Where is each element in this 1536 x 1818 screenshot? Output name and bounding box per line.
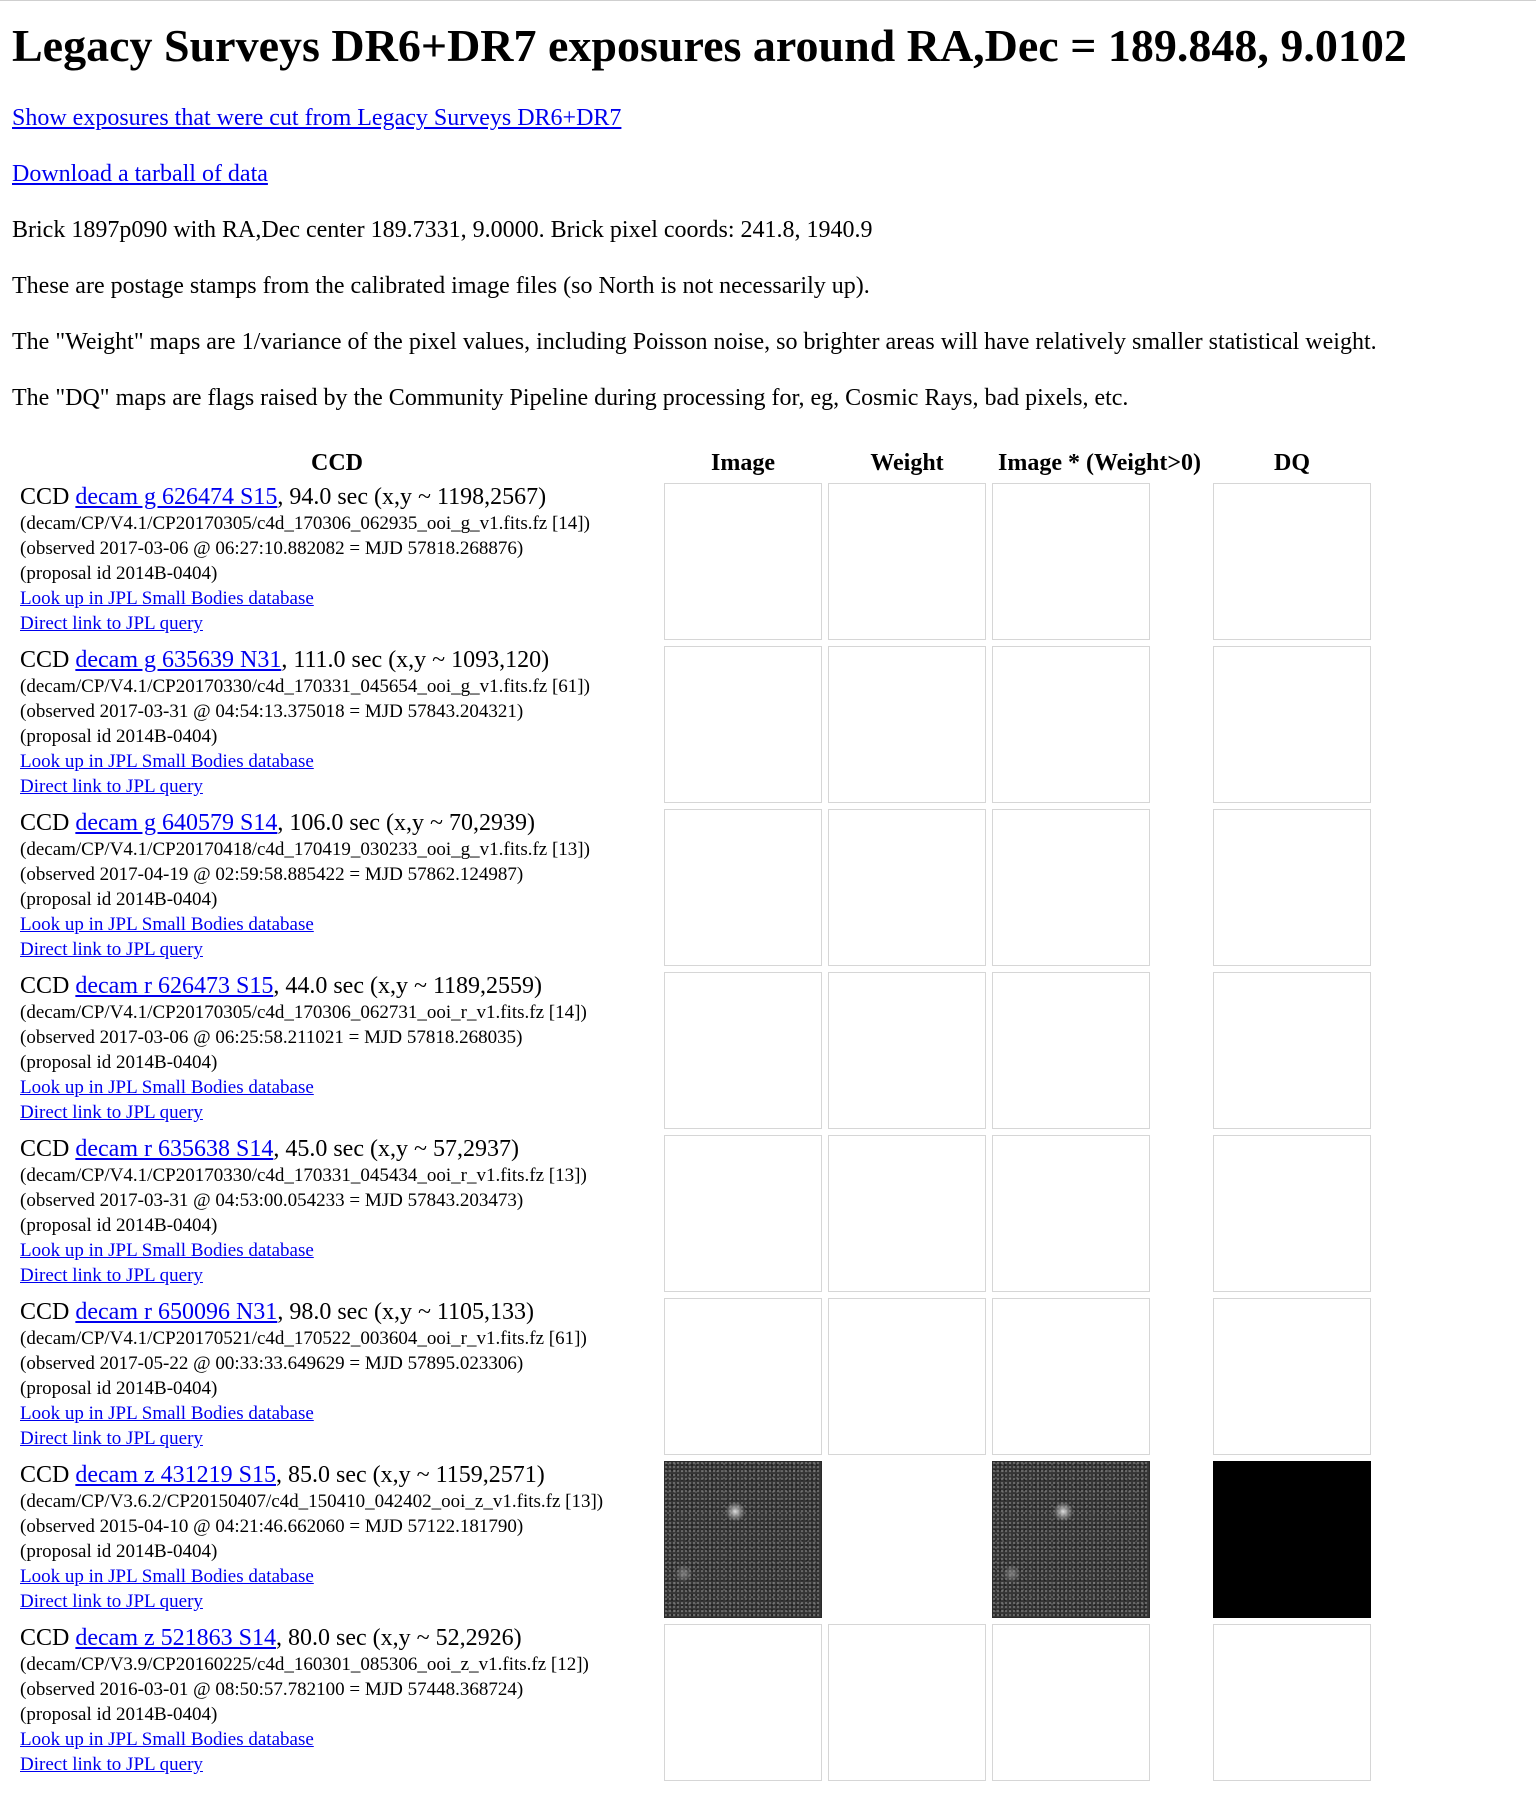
- jpl-lookup-link[interactable]: Look up in JPL Small Bodies database: [20, 914, 314, 935]
- weight-stamp-cell: [828, 1461, 986, 1618]
- table-row: [16, 1624, 1371, 1781]
- table-row: [16, 1298, 1371, 1455]
- weight-stamp: [828, 1461, 986, 1618]
- weight-stamp-cell: [828, 646, 986, 803]
- weight-stamp[interactable]: [828, 646, 986, 803]
- image-weight-stamp[interactable]: [992, 646, 1150, 803]
- jpl-direct-row: [20, 1426, 650, 1451]
- jpl-direct-link[interactable]: Direct link to JPL query: [20, 1102, 203, 1123]
- image-stamp[interactable]: [664, 1135, 822, 1292]
- jpl-direct-link[interactable]: Direct link to JPL query: [20, 1265, 203, 1286]
- table-row: [16, 972, 1371, 1129]
- image-weight-stamp[interactable]: [992, 1461, 1150, 1618]
- jpl-lookup-link[interactable]: Look up in JPL Small Bodies database: [20, 1077, 314, 1098]
- image-weight-stamp[interactable]: [992, 483, 1150, 640]
- ccd-observed: (observed 2016-03-01 @ 08:50:57.782100 = MJD 57448.368724): [20, 1679, 524, 1700]
- tarball-paragraph: [12, 159, 1524, 189]
- header-dq: DQ: [1273, 450, 1310, 476]
- postage-stamp-note: These are postage stamps from the calibrated image files (so North is not necessarily up).: [12, 273, 870, 299]
- dq-stamp-cell: [1213, 972, 1371, 1129]
- jpl-direct-link[interactable]: Direct link to JPL query: [20, 1428, 203, 1449]
- ccd-proposal: (proposal id 2014B-0404): [20, 1541, 218, 1562]
- ccd-info-cell: [16, 646, 658, 803]
- weight-stamp-cell: [828, 483, 986, 640]
- download-tarball-link[interactable]: Download a tarball of data: [12, 161, 268, 187]
- ccd-summary: [20, 1135, 650, 1163]
- ccd-prefix: CCD: [20, 647, 76, 673]
- image-weight-stamp[interactable]: [992, 809, 1150, 966]
- ccd-file: (decam/CP/V4.1/CP20170330/c4d_170331_045654_ooi_g_v1.fits.fz [61]): [20, 676, 590, 697]
- ccd-observed: (observed 2017-03-31 @ 04:54:13.375018 = MJD 57843.204321): [20, 701, 524, 722]
- jpl-lookup-row: [20, 1564, 650, 1589]
- ccd-summary: [20, 1461, 650, 1489]
- ccd-summary: [20, 972, 650, 1000]
- ccd-file: (decam/CP/V3.9/CP20160225/c4d_160301_085306_ooi_z_v1.fits.fz [12]): [20, 1654, 589, 1675]
- weight-map-note: The "Weight" maps are 1/variance of the pixel values, including Poisson noise, so brighter areas will have relatively smaller statistical weight.: [12, 329, 1377, 355]
- ccd-file: (decam/CP/V4.1/CP20170521/c4d_170522_003604_ooi_r_v1.fits.fz [61]): [20, 1328, 587, 1349]
- ccd-prefix: CCD: [20, 810, 76, 836]
- dq-stamp[interactable]: [1213, 809, 1371, 966]
- ccd-observed: (observed 2015-04-10 @ 04:21:46.662060 = MJD 57122.181790): [20, 1516, 524, 1537]
- image-stamp-cell: [664, 809, 822, 966]
- image-weight-stamp-cell: [992, 646, 1207, 803]
- image-stamp-cell: [664, 1461, 822, 1618]
- jpl-direct-row: [20, 611, 650, 636]
- image-weight-stamp-cell: [992, 1624, 1207, 1781]
- ccd-details: , 94.0 sec (x,y ~ 1198,2567): [277, 484, 547, 510]
- dq-stamp[interactable]: [1213, 972, 1371, 1129]
- jpl-direct-link[interactable]: Direct link to JPL query: [20, 939, 203, 960]
- dq-stamp-cell: [1213, 646, 1371, 803]
- weight-stamp-cell: [828, 972, 986, 1129]
- dq-stamp[interactable]: [1213, 1298, 1371, 1455]
- image-weight-stamp[interactable]: [992, 972, 1150, 1129]
- dq-map-note: The "DQ" maps are flags raised by the Community Pipeline during processing for, eg, Cosmic Rays, bad pixels, etc.: [12, 385, 1129, 411]
- table-row: [16, 809, 1371, 966]
- jpl-direct-row: [20, 937, 650, 962]
- ccd-proposal: (proposal id 2014B-0404): [20, 889, 218, 910]
- ccd-link[interactable]: decam r 650096 N31: [75, 1299, 278, 1325]
- dq-stamp[interactable]: [1213, 1461, 1371, 1618]
- ccd-prefix: CCD: [20, 1462, 76, 1488]
- ccd-file: (decam/CP/V4.1/CP20170418/c4d_170419_030233_ooi_g_v1.fits.fz [13]): [20, 839, 590, 860]
- image-stamp[interactable]: [664, 1624, 822, 1781]
- brick-info: Brick 1897p090 with RA,Dec center 189.7331, 9.0000. Brick pixel coords: 241.8, 1940.9: [12, 217, 873, 243]
- jpl-direct-row: [20, 1752, 650, 1777]
- ccd-prefix: CCD: [20, 973, 76, 999]
- ccd-file: (decam/CP/V4.1/CP20170305/c4d_170306_062935_ooi_g_v1.fits.fz [14]): [20, 513, 590, 534]
- jpl-direct-link[interactable]: Direct link to JPL query: [20, 1754, 203, 1775]
- jpl-lookup-row: [20, 1075, 650, 1100]
- dq-stamp[interactable]: [1213, 1135, 1371, 1292]
- header-image: Image: [711, 450, 775, 476]
- dq-stamp-cell: [1213, 483, 1371, 640]
- jpl-direct-row: [20, 1100, 650, 1125]
- weight-stamp-cell: [828, 1298, 986, 1455]
- ccd-observed: (observed 2017-03-06 @ 06:25:58.211021 = MJD 57818.268035): [20, 1027, 523, 1048]
- weight-stamp-cell: [828, 1135, 986, 1292]
- ccd-link[interactable]: decam g 640579 S14: [75, 810, 278, 836]
- table-row: [16, 483, 1371, 640]
- ccd-summary: [20, 809, 650, 837]
- jpl-lookup-row: [20, 912, 650, 937]
- image-stamp[interactable]: [664, 1298, 822, 1455]
- image-weight-stamp[interactable]: [992, 1624, 1150, 1781]
- ccd-prefix: CCD: [20, 1625, 76, 1651]
- jpl-direct-link[interactable]: Direct link to JPL query: [20, 776, 203, 797]
- ccd-proposal: (proposal id 2014B-0404): [20, 1215, 218, 1236]
- weight-stamp[interactable]: [828, 972, 986, 1129]
- dq-stamp-cell: [1213, 809, 1371, 966]
- ccd-link[interactable]: decam z 521863 S14: [75, 1625, 276, 1651]
- image-stamp[interactable]: [664, 972, 822, 1129]
- ccd-proposal: (proposal id 2014B-0404): [20, 1052, 218, 1073]
- ccd-link[interactable]: decam g 635639 N31: [75, 647, 282, 673]
- image-stamp[interactable]: [664, 483, 822, 640]
- image-weight-stamp-cell: [992, 1461, 1207, 1618]
- ccd-info-cell: [16, 1135, 658, 1292]
- ccd-info-cell: [16, 483, 658, 640]
- jpl-lookup-row: [20, 1401, 650, 1426]
- ccd-details: , 106.0 sec (x,y ~ 70,2939): [277, 810, 535, 836]
- ccd-proposal: (proposal id 2014B-0404): [20, 1378, 218, 1399]
- dq-stamp-cell: [1213, 1624, 1371, 1781]
- dq-stamp[interactable]: [1213, 1624, 1371, 1781]
- weight-stamp[interactable]: [828, 1624, 986, 1781]
- image-stamp-cell: [664, 483, 822, 640]
- image-stamp[interactable]: [664, 1461, 822, 1618]
- ccd-link[interactable]: decam r 626473 S15: [75, 973, 274, 999]
- ccd-info-cell: [16, 972, 658, 1129]
- image-weight-stamp[interactable]: [992, 1135, 1150, 1292]
- dq-stamp-cell: [1213, 1461, 1371, 1618]
- image-stamp-cell: [664, 1624, 822, 1781]
- ccd-details: , 98.0 sec (x,y ~ 1105,133): [277, 1299, 535, 1325]
- weight-stamp[interactable]: [828, 1135, 986, 1292]
- image-stamp-cell: [664, 1135, 822, 1292]
- jpl-lookup-link[interactable]: Look up in JPL Small Bodies database: [20, 1566, 314, 1587]
- image-weight-stamp-cell: [992, 972, 1207, 1129]
- jpl-lookup-row: [20, 1727, 650, 1752]
- table-header-row: [16, 445, 1371, 477]
- ccd-table: [10, 439, 1377, 1787]
- ccd-observed: (observed 2017-04-19 @ 02:59:58.885422 = MJD 57862.124987): [20, 864, 524, 885]
- weight-stamp-cell: [828, 1624, 986, 1781]
- ccd-observed: (observed 2017-03-06 @ 06:27:10.882082 = MJD 57818.268876): [20, 538, 524, 559]
- image-weight-stamp-cell: [992, 1135, 1207, 1292]
- table-row: [16, 1461, 1371, 1618]
- table-row: [16, 646, 1371, 803]
- dq-stamp[interactable]: [1213, 646, 1371, 803]
- jpl-direct-link[interactable]: Direct link to JPL query: [20, 613, 203, 634]
- header-ccd: CCD: [311, 450, 363, 476]
- header-image-weight: Image * (Weight>0): [998, 450, 1201, 476]
- image-stamp-cell: [664, 1298, 822, 1455]
- ccd-details: , 85.0 sec (x,y ~ 1159,2571): [275, 1462, 545, 1488]
- jpl-lookup-link[interactable]: Look up in JPL Small Bodies database: [20, 1240, 314, 1261]
- dq-stamp[interactable]: [1213, 483, 1371, 640]
- jpl-direct-row: [20, 774, 650, 799]
- ccd-prefix: CCD: [20, 484, 76, 510]
- image-weight-stamp-cell: [992, 809, 1207, 966]
- cut-exposures-paragraph: [12, 103, 1524, 133]
- ccd-proposal: (proposal id 2014B-0404): [20, 1704, 218, 1725]
- jpl-direct-row: [20, 1263, 650, 1288]
- ccd-prefix: CCD: [20, 1136, 76, 1162]
- image-stamp[interactable]: [664, 809, 822, 966]
- weight-stamp[interactable]: [828, 809, 986, 966]
- weight-stamp[interactable]: [828, 1298, 986, 1455]
- ccd-summary: [20, 483, 650, 511]
- jpl-direct-link[interactable]: Direct link to JPL query: [20, 1591, 203, 1612]
- ccd-link[interactable]: decam z 431219 S15: [75, 1462, 276, 1488]
- jpl-lookup-link[interactable]: Look up in JPL Small Bodies database: [20, 588, 314, 609]
- table-row: [16, 1135, 1371, 1292]
- ccd-proposal: (proposal id 2014B-0404): [20, 563, 218, 584]
- header-weight: Weight: [870, 450, 944, 476]
- ccd-file: (decam/CP/V4.1/CP20170330/c4d_170331_045434_ooi_r_v1.fits.fz [13]): [20, 1165, 587, 1186]
- ccd-file: (decam/CP/V3.6.2/CP20150407/c4d_150410_042402_ooi_z_v1.fits.fz [13]): [20, 1491, 604, 1512]
- jpl-direct-row: [20, 1589, 650, 1614]
- ccd-summary: [20, 1624, 650, 1652]
- page: [0, 17, 1536, 1787]
- show-cut-exposures-link[interactable]: Show exposures that were cut from Legacy Surveys DR6+DR7: [12, 105, 622, 131]
- ccd-info-cell: [16, 809, 658, 966]
- ccd-observed: (observed 2017-05-22 @ 00:33:33.649629 = MJD 57895.023306): [20, 1353, 524, 1374]
- ccd-summary: [20, 646, 650, 674]
- jpl-lookup-row: [20, 749, 650, 774]
- weight-stamp[interactable]: [828, 483, 986, 640]
- ccd-observed: (observed 2017-03-31 @ 04:53:00.054233 = MJD 57843.203473): [20, 1190, 524, 1211]
- ccd-details: , 44.0 sec (x,y ~ 1189,2559): [273, 973, 543, 999]
- ccd-proposal: (proposal id 2014B-0404): [20, 726, 218, 747]
- ccd-file: (decam/CP/V4.1/CP20170305/c4d_170306_062731_ooi_r_v1.fits.fz [14]): [20, 1002, 587, 1023]
- ccd-details: , 111.0 sec (x,y ~ 1093,120): [281, 647, 550, 673]
- image-stamp-cell: [664, 972, 822, 1129]
- image-weight-stamp-cell: [992, 483, 1207, 640]
- ccd-info-cell: [16, 1298, 658, 1455]
- image-stamp-cell: [664, 646, 822, 803]
- ccd-details: , 80.0 sec (x,y ~ 52,2926): [275, 1625, 522, 1651]
- ccd-details: , 45.0 sec (x,y ~ 57,2937): [273, 1136, 519, 1162]
- jpl-lookup-link[interactable]: Look up in JPL Small Bodies database: [20, 1403, 314, 1424]
- ccd-info-cell: [16, 1461, 658, 1618]
- image-stamp[interactable]: [664, 646, 822, 803]
- dq-stamp-cell: [1213, 1135, 1371, 1292]
- ccd-prefix: CCD: [20, 1299, 76, 1325]
- ccd-summary: [20, 1298, 650, 1326]
- ccd-link[interactable]: decam r 635638 S14: [75, 1136, 274, 1162]
- image-weight-stamp-cell: [992, 1298, 1207, 1455]
- jpl-lookup-row: [20, 586, 650, 611]
- jpl-lookup-row: [20, 1238, 650, 1263]
- ccd-link[interactable]: decam g 626474 S15: [75, 484, 278, 510]
- ccd-info-cell: [16, 1624, 658, 1781]
- page-title: Legacy Surveys DR6+DR7 exposures around RA,Dec = 189.848, 9.0102: [12, 20, 1407, 71]
- dq-stamp-cell: [1213, 1298, 1371, 1455]
- jpl-lookup-link[interactable]: Look up in JPL Small Bodies database: [20, 751, 314, 772]
- jpl-lookup-link[interactable]: Look up in JPL Small Bodies database: [20, 1729, 314, 1750]
- image-weight-stamp[interactable]: [992, 1298, 1150, 1455]
- weight-stamp-cell: [828, 809, 986, 966]
